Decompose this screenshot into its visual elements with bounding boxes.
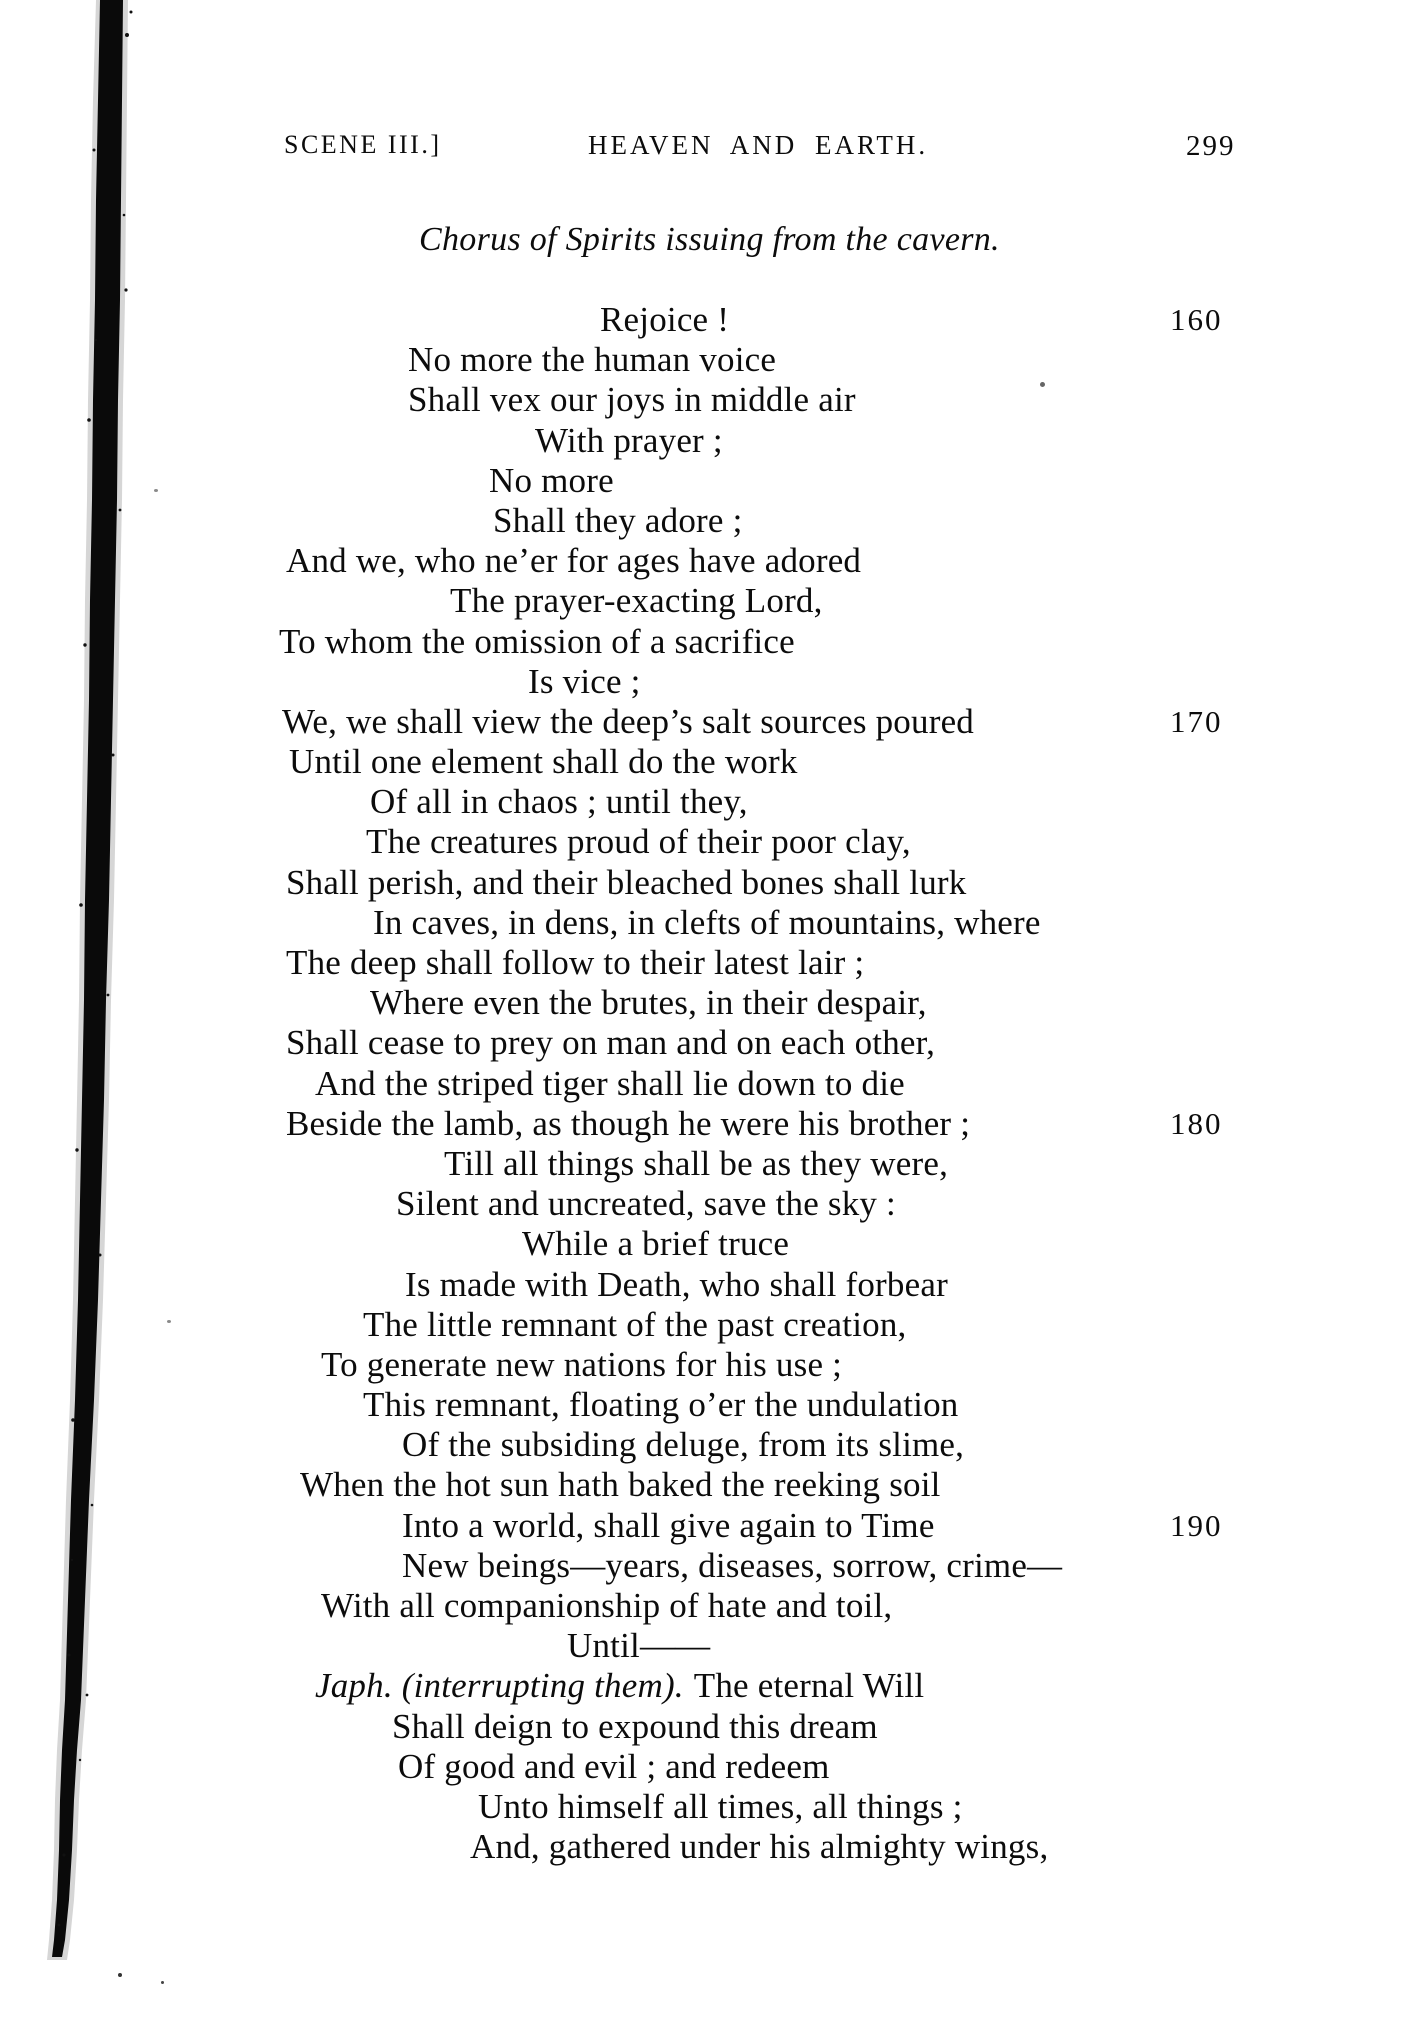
- line-number: 160: [1170, 302, 1223, 337]
- poem-line: [0, 662, 1424, 702]
- poem-line: [0, 1425, 1424, 1465]
- line-number: 170: [1170, 703, 1223, 739]
- poem-line-text: Of all in chaos ; until they,: [370, 782, 748, 822]
- poem-line: [0, 1465, 1424, 1505]
- poem-line: [0, 1385, 1424, 1425]
- poem-line-text: We, we shall view the deep’s salt sources poured: [282, 701, 974, 741]
- poem-line-text: Shall vex our joys in middle air: [408, 380, 856, 420]
- poem-line: [0, 421, 1424, 461]
- poem: [0, 300, 1424, 1867]
- line-number: 180: [1170, 1105, 1223, 1141]
- poem-line-text: The little remnant of the past creation,: [363, 1304, 907, 1344]
- poem-line-text: Silent and uncreated, save the sky :: [396, 1184, 896, 1224]
- poem-line: [0, 1827, 1424, 1867]
- header-title: HEAVEN AND EARTH.: [588, 130, 929, 160]
- poem-line: [0, 1707, 1424, 1747]
- line-number: 190: [1170, 1507, 1223, 1543]
- poem-line-text: Into a world, shall give again to Time: [402, 1505, 935, 1545]
- poem-line-text: Shall they adore ;: [493, 500, 743, 540]
- poem-line-text: Rejoice !: [600, 300, 730, 339]
- poem-line-text: Where even the brutes, in their despair,: [370, 983, 927, 1023]
- poem-line-text: Is made with Death, who shall forbear: [405, 1264, 948, 1304]
- poem-line-text: To whom the omission of a sacrifice: [279, 621, 795, 661]
- poem-line: [0, 541, 1424, 581]
- poem-line-text: Of good and evil ; and redeem: [398, 1746, 830, 1786]
- poem-line-text: In caves, in dens, in clefts of mountains, where: [373, 902, 1041, 942]
- poem-line: [0, 903, 1424, 943]
- poem-line-text: With prayer ;: [535, 420, 723, 460]
- poem-line-text: Is vice ;: [528, 661, 641, 701]
- poem-line-text: Until one element shall do the work: [289, 742, 798, 782]
- poem-line: [0, 863, 1424, 903]
- poem-line: [0, 1265, 1424, 1305]
- poem-line: [0, 943, 1424, 983]
- page-speck: [161, 1981, 164, 1984]
- poem-line: [0, 1104, 1424, 1144]
- poem-line-text: The eternal Will: [693, 1666, 925, 1706]
- poem-line-text: While a brief truce: [522, 1224, 790, 1264]
- poem-line-text: This remnant, floating o’er the undulation: [363, 1385, 959, 1425]
- poem-line: [0, 1305, 1424, 1345]
- poem-line-text: Until——: [567, 1626, 711, 1666]
- poem-line-text: With all companionship of hate and toil,: [321, 1586, 893, 1625]
- poem-line-text: And, gathered under his almighty wings,: [470, 1827, 1049, 1867]
- poem-line: [0, 1184, 1424, 1224]
- poem-line-text: Shall perish, and their bleached bones shall lurk: [286, 862, 967, 902]
- poem-line: [0, 1144, 1424, 1184]
- poem-line-text: When the hot sun hath baked the reeking soil: [300, 1465, 941, 1505]
- header-page-number: 299: [1186, 130, 1236, 162]
- poem-line-text: Shall cease to prey on man and on each other,: [286, 1023, 936, 1063]
- poem-line: [0, 340, 1424, 380]
- poem-line-text: The creatures proud of their poor clay,: [366, 822, 911, 862]
- poem-line-text: Shall deign to expound this dream: [392, 1706, 878, 1746]
- poem-line: [0, 1224, 1424, 1264]
- header-scene-label: SCENE III.]: [284, 130, 442, 159]
- poem-line: [0, 1345, 1424, 1385]
- poem-line-text: The deep shall follow to their latest lair ;: [286, 943, 865, 982]
- poem-line: [0, 1023, 1424, 1063]
- poem-line-text: Of the subsiding deluge, from its slime,: [402, 1425, 965, 1465]
- page-speck: [118, 1973, 122, 1977]
- poem-line: [0, 581, 1424, 621]
- poem-line: [0, 1747, 1424, 1787]
- poem-line-text: No more the human voice: [408, 340, 777, 380]
- poem-line: [0, 1546, 1424, 1586]
- poem-line: [0, 461, 1424, 501]
- speaker-label: Japh. (interrupting them).: [315, 1666, 684, 1706]
- poem-line: [0, 702, 1424, 742]
- poem-line: [0, 1064, 1424, 1104]
- poem-line: [0, 1666, 1424, 1706]
- poem-line-text: Unto himself all times, all things ;: [478, 1786, 963, 1826]
- poem-line-text: To generate new nations for his use ;: [321, 1344, 843, 1384]
- poem-line-text: Beside the lamb, as though he were his brother ;: [286, 1103, 971, 1143]
- poem-line: [0, 1586, 1424, 1626]
- poem-line-text: And the striped tiger shall lie down to die: [315, 1063, 905, 1103]
- poem-line-text: Till all things shall be as they were,: [444, 1143, 949, 1183]
- poem-line-text: And we, who ne’er for ages have adored: [286, 541, 862, 581]
- poem-line: [0, 622, 1424, 662]
- poem-line: [0, 501, 1424, 541]
- poem-line: [0, 1506, 1424, 1546]
- poem-line: [0, 782, 1424, 822]
- poem-line-text: No more: [489, 460, 614, 500]
- poem-line: [0, 983, 1424, 1023]
- poem-line: [0, 822, 1424, 862]
- stage-heading: Chorus of Spirits issuing from the cavern.: [419, 221, 1000, 258]
- poem-line-text: New beings—years, diseases, sorrow, crime—: [402, 1545, 1063, 1585]
- poem-line-text: The prayer-exacting Lord,: [450, 581, 823, 621]
- poem-line: [0, 300, 1424, 340]
- page-header: [0, 130, 1424, 170]
- poem-line: [0, 1626, 1424, 1666]
- poem-line: [0, 380, 1424, 420]
- poem-line: [0, 1787, 1424, 1827]
- poem-line: [0, 742, 1424, 782]
